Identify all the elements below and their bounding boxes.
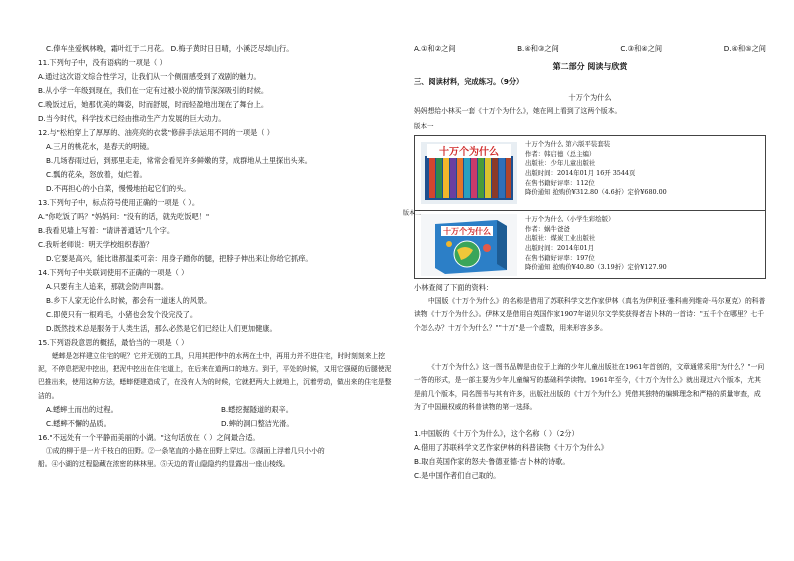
q15-option-b: B.蟋挖掘隧道的艰辛。 [221, 405, 293, 414]
q13-stem: 13.下列句子中，标点符号使用正确的一项是（ ）。 [38, 198, 200, 207]
q16-options [414, 42, 766, 56]
edition2-line-author: 作者：蜗牛爸爸 [525, 224, 570, 233]
q1-option-a: A.借用了苏联科学文艺作家伊林的科普读物《十万个为什么》 [414, 443, 608, 453]
q1-stem: 1.中国版的《十万个为什么》，这个名称（ ）（2分） [414, 429, 579, 439]
q15-options-row1 [38, 403, 396, 417]
q15-option-d: D.蟀的洞口整洁光滑。 [221, 419, 294, 428]
edition2-line-publisher: 出版社：煤炭工业出版社 [525, 234, 596, 243]
edition1-line-title: 十万个为什么 第六版平装套装 [525, 140, 611, 149]
q16-option-b: B.④和③之间 [517, 44, 559, 53]
q14-option-a: A.只要有主人追来，那就会防声叫嚣。 [46, 282, 169, 291]
edition1-line-date: 出版时间：2014年01月 16开 3544页 [525, 168, 636, 177]
q12-option-d: D.不再担心的小白菜，慢慢地拍起它们的头。 [46, 184, 191, 193]
part-title: 第二部分 阅读与欣赏 [552, 62, 628, 71]
q11-stem: 11.下列句子中，没有语病的一项是（ ） [38, 58, 167, 67]
edition2-info [525, 215, 667, 273]
edition2-label: 版本二 [403, 210, 422, 218]
q15-option-a: A.蟋蟀土而出的过程。 [46, 405, 118, 414]
edition2-line-price: 降价通知 抢购价¥40.80（3.19折）定价¥127.90 [525, 263, 667, 272]
q12-stem: 12.与"松柏穿上了厚厚的、油亮亮的衣裳"修辞手法运用不同的一项是（ ） [38, 128, 274, 137]
q12-option-a: A.三月的桃花水，是春天的明镜。 [46, 142, 154, 151]
note-text: 小林查阅了下面的资料： [414, 283, 494, 293]
q1-option-b: B.取自英国作家的怒夫·鲁德亚德·吉卜林的诗歌。 [414, 457, 570, 467]
q16-stem: 16."不远处有一个平静而美丽的小湖。"这句话放在（ ）之间最合适。 [38, 433, 260, 442]
q12-option-c: C.瓢的花朵，怒放着，灿烂着。 [46, 170, 147, 179]
q13-option-d: D.它要是高兴，能比谁都温柔可亲：用身子蹭你的腿，把脖子伸出来让你给它抓痒。 [46, 254, 313, 263]
book-box-cover-image [421, 214, 517, 276]
article-title: 十万个为什么 [568, 93, 612, 102]
edition1-line-rating: 在售书籍好评率：112位 [525, 178, 595, 187]
q15-stem: 15.下列语段意思的概括，最恰当的一项是（ ） [38, 338, 189, 347]
q14-option-b: B.乡下人家无论什么时候，都会有一道迷人的风景。 [46, 296, 212, 305]
cover2-title-text: 十万个为什么 [443, 227, 491, 237]
edition1-label: 版本一 [414, 122, 434, 131]
edition2-line-date: 出版时间：2014年01月 [525, 243, 595, 252]
edition1-info [525, 140, 667, 198]
edition2-line-title: 十万个为什么（小学生彩绘版） [525, 215, 615, 224]
q14-stem: 14.下列句子中关联词使用不正确的一项是（ ） [38, 268, 189, 277]
q13-option-c: C.我听老师说：明天学校组织春游？ [38, 240, 154, 249]
q16-option-d: D.④和⑤之间 [723, 44, 766, 53]
edition1-line-publisher: 出版社：少年儿童出版社 [525, 159, 596, 168]
q11-option-c: C.晚饭过后，她那优美的舞姿，时而舒展，时而轻盈地出现在了舞台上。 [38, 100, 269, 109]
section-heading: 三、阅读材料，完成练习。（9分） [414, 77, 524, 86]
q15-options-row2 [38, 417, 396, 431]
q16-option-c: C.③和④之间 [620, 44, 663, 53]
q16-sentences-line1: ①成的柳于是一片千枝白的田野。②一条笔直的小路在田野上穿过。③湖面上浮着几只小小的 [46, 447, 325, 455]
q11-option-b: B.从小学一年级到现在，我们在一定有过被小说的情节深深吸引的时候。 [38, 86, 269, 95]
book-set-cover-image [421, 142, 517, 204]
edition2-line-rating: 在售书籍好评率：197位 [525, 253, 595, 262]
q12-option-b: B.几场春雨过后，到那里走走，常常会看见许多鲜嫩的芽，成群地从土里探出头来。 [46, 156, 312, 165]
q13-option-a: A."你吃饭了吗？"妈妈问："没有的话，就先吃饭吧！" [38, 212, 210, 221]
q14-option-c: C.即使只有一根鸡毛，小猪也会发个没完没了。 [46, 310, 198, 319]
q13-option-b: B.我看见墙上写着："请讲普通话"几个字。 [38, 226, 175, 235]
q15-option-c: C.蟋蟀不懈的品质。 [46, 419, 111, 428]
edition1-box [414, 135, 766, 211]
edition2-box [403, 210, 766, 279]
q15-passage: 蟋蟀是怎样建立住宅的呢？它并无别的工具，只用其把伟中的水两在土中，再用力并不进住宅，时时刻刻来上挖泥，不停息把泥中挖出，把泥中挖出在住宅道上，在后来在道两口的地方。到于，平处的时候，又用它强硬的后腿使泥巴推出来，使用这种方法，蟋蟀便建造成了，在没有人为的时候，它就把两大上就地上，沉着劳动，做出来的住宅是整洁的。 [38, 352, 392, 400]
q11-option-d: D.当今时代，科学技术已经由推动生产力发展的巨大动力。 [38, 114, 226, 123]
q1-option-c: C.是中国作者们自己取的。 [414, 471, 501, 481]
material-paragraph-2: 《十万个为什么》这一图书品牌是由位于上海的少年儿童出版社在1961年首创的，文章通常采用"为什么？"一问一答的形式，是一部主要为少年儿童编写的基础科学读物。1961年至今，《十万个为什么》就出现过六个版本，尤其是前几个版本，同名图书与其有许多，出版社出版的《十万个为什么》凭借其独特的编辑理念和严格的质量审查，成为了中国最权威的科普读物的第一选择。 [414, 363, 765, 411]
left-column [38, 42, 396, 471]
q10-options-cd: C.俸车坐爱枫林晚，霜叶红于二月花。 D.梅子黄时日日晴，小溪泛尽却山行。 [46, 44, 294, 53]
material-paragraph-1: 中国版《十万个为什么》的名称是借用了苏联科学文艺作家伊林（真名为伊利亚·雅科甫列维奇·马尔夏克）的科普读物《十万个为什么》。伊林又是借用自英国作家1907年诺贝尔文学奖获得者吉卜林的一首诗："五千个在哪里？七千个怎么办？十万个为什么？""十万"是一个虚数，用来形容多多。 [414, 297, 766, 332]
q16-sentences-line2: 船。④小湖的过程隐藏在浓密的林林里。⑤天边的青山隐隐约约显露出一座山棱线。 [38, 460, 290, 469]
q11-option-a: A.通过这次语文综合性学习，让我们从一个侧面感受到了戏剧的魅力。 [38, 72, 261, 81]
q14-option-d: D.既然技术总是服务于人类生活，那么必然是它们已经让人们更加健康。 [46, 324, 277, 333]
intro-text: 妈妈想给小林买一套《十万个为什么》，她在网上看到了这两个版本。 [414, 107, 622, 115]
cover1-title-text: 十万个为什么 [439, 147, 499, 159]
edition1-line-price: 降价通知 抢购价¥312.80（4.6折）定价¥680.00 [525, 188, 667, 197]
edition1-line-author: 作者：韩启德（总主编） [525, 149, 596, 158]
q16-option-a: A.①和②之间 [414, 44, 456, 53]
right-column [403, 42, 766, 483]
